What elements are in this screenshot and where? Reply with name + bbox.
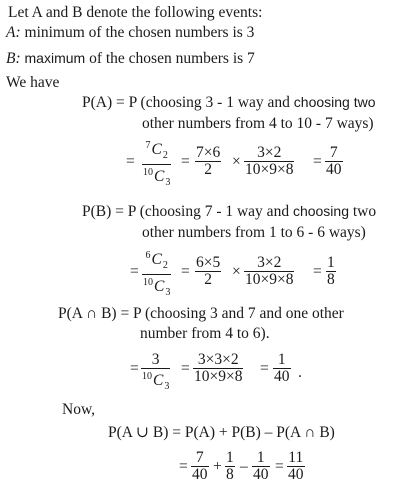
- event-a-line: [6, 24, 254, 42]
- eq-sign: =: [130, 263, 139, 280]
- pab-f2-num: 3×3×2: [197, 351, 239, 368]
- union-f4-num: 11: [288, 449, 304, 466]
- pa-f3-num: 3×2: [257, 144, 282, 161]
- pab-frac-1: [141, 352, 170, 395]
- pab-f3-num: 1: [277, 351, 286, 368]
- times-sign: ×: [232, 153, 241, 170]
- pab-frac-2: [193, 352, 243, 385]
- eq-sign: =: [313, 153, 322, 170]
- pa-f3-den: 10×9×8: [245, 161, 294, 178]
- union-frac-4: [287, 450, 305, 483]
- pab-f3-den: 40: [274, 368, 290, 385]
- pb-frac-3: [244, 255, 294, 288]
- pb-frac-2: [195, 255, 221, 288]
- pab-comb-den: $^{10}C_3$: [141, 368, 170, 395]
- pb-f4-den: 8: [327, 271, 335, 288]
- eq-sign: =: [181, 263, 190, 280]
- times-sign: ×: [232, 263, 241, 280]
- pa-line1-text: P(A) = P (choosing 3 - 1 way and: [82, 94, 290, 111]
- pb-comb-den: $^{10}C_3$: [142, 274, 171, 301]
- minus-sign: –: [240, 458, 248, 475]
- pa-f4-num: 7: [329, 144, 338, 161]
- eq-sign: =: [179, 458, 188, 475]
- pab-line2: number from 4 to 6).: [140, 325, 270, 342]
- event-a-label: A:: [6, 24, 21, 41]
- pb-f4-num: 1: [327, 254, 335, 271]
- pb-line1b-text: choosing: [292, 203, 349, 219]
- pb-comb-num: $^6C_2$: [145, 250, 168, 271]
- event-a-text: minimum of the chosen numbers is 3: [24, 24, 255, 41]
- pa-f2-num: 7×6: [196, 144, 221, 161]
- pa-line1b-text: choosing two: [293, 94, 376, 110]
- eq-sign: =: [260, 360, 269, 377]
- pa-f4-den: 40: [326, 161, 342, 178]
- pb-line1c-text: two: [352, 203, 377, 220]
- pb-f2-num: 6×5: [196, 254, 221, 271]
- eq-sign: =: [181, 360, 190, 377]
- pab-line1: P(A ∩ B) = P (choosing 3 and 7 and one other: [58, 305, 344, 322]
- event-b-label: B:: [6, 50, 21, 67]
- eq-sign: =: [181, 153, 190, 170]
- pa-frac-comb: [142, 138, 171, 191]
- pb-f3-den: 10×9×8: [245, 271, 294, 288]
- pb-f3-num: 3×2: [257, 254, 282, 271]
- union-f1-den: 40: [192, 466, 208, 483]
- eq-sign: =: [126, 153, 135, 170]
- we-have-text: We have: [6, 74, 60, 91]
- pa-line1: [82, 93, 376, 112]
- event-b-line: [6, 49, 255, 68]
- pa-f2-den: 2: [195, 161, 221, 178]
- eq-sign: =: [130, 360, 139, 377]
- pab-f1-num: 3: [151, 351, 160, 368]
- union-f3-num: 1: [256, 449, 265, 466]
- pb-line2: other numbers from 1 to 6 - 6 ways): [142, 224, 366, 241]
- now-text: Now,: [62, 401, 96, 418]
- union-f1-num: 7: [195, 449, 204, 466]
- event-b-text: of the chosen numbers is 7: [89, 50, 255, 67]
- pb-frac-4: [326, 255, 336, 288]
- pa-frac-3: [244, 145, 294, 178]
- intro-text: Let A and B denote the following events:: [8, 4, 263, 21]
- union-f3-den: 40: [253, 466, 269, 483]
- pb-f2-den: 2: [195, 271, 221, 288]
- union-frac-1: [191, 450, 209, 483]
- pab-f2-den: 10×9×8: [194, 368, 243, 385]
- union-frac-2: [225, 450, 235, 483]
- plus-sign: +: [213, 458, 222, 475]
- union-line1: P(A ∪ B) = P(A) + P(B) – P(A ∩ B): [108, 424, 335, 441]
- union-f2-num: 1: [226, 449, 234, 466]
- union-f2-den: 8: [226, 466, 234, 483]
- union-f4-den: 40: [288, 466, 304, 483]
- eq-sign: =: [313, 263, 322, 280]
- union-frac-3: [252, 450, 270, 483]
- pab-frac-3: [273, 352, 291, 385]
- pb-line1-text: P(B) = P (choosing 7 - 1 way and: [82, 203, 290, 220]
- pa-comb-num: $^7C_2$: [145, 140, 168, 161]
- pb-line1: [82, 202, 376, 221]
- pb-frac-comb: [142, 248, 171, 301]
- pa-frac-2: [195, 145, 221, 178]
- pa-line2: other numbers from 4 to 10 - 7 ways): [142, 115, 374, 132]
- event-b-text-sans: maximum: [24, 50, 86, 66]
- pa-comb-den: $^{10}C_3$: [142, 164, 171, 191]
- pa-frac-4: [325, 145, 343, 178]
- eq-sign: =: [275, 458, 284, 475]
- period: .: [298, 364, 302, 381]
